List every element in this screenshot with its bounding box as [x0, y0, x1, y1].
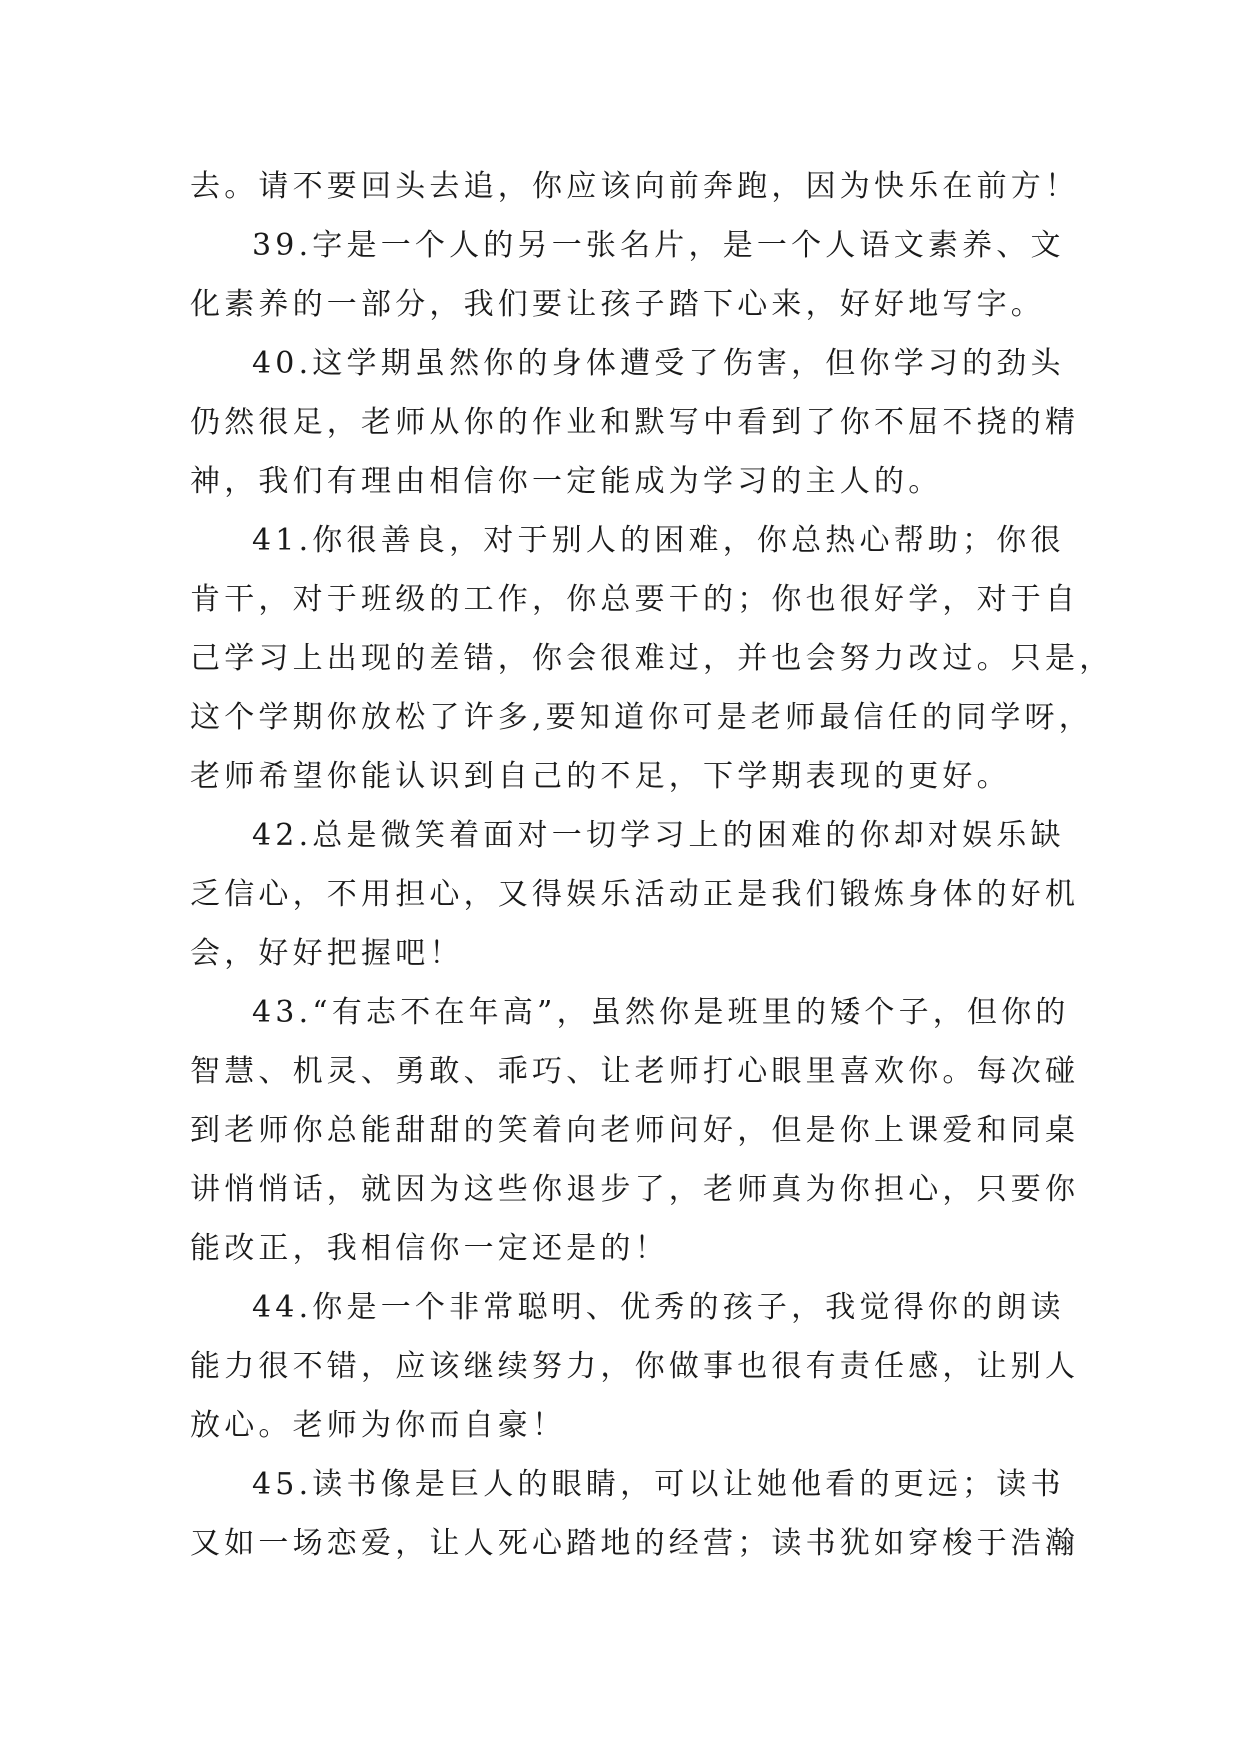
text-line: 己学习上出现的差错，你会很难过，并也会努力改过。只是，	[190, 641, 1114, 676]
text-line: 又如一场恋爱，让人死心踏地的经营；读书犹如穿梭于浩瀚	[190, 1526, 1080, 1561]
text-line: 41.你很善良，对于别人的困难，你总热心帮助；你很	[252, 523, 1065, 558]
text-line: 化素养的一部分，我们要让孩子踏下心来，好好地写字。	[190, 287, 1045, 322]
text-line: 智慧、机灵、勇敢、乖巧、让老师打心眼里喜欢你。每次碰	[190, 1054, 1080, 1089]
text-line: 神，我们有理由相信你一定能成为学习的主人的。	[190, 464, 943, 499]
document-body	[190, 157, 1114, 1573]
text-line: 这个学期你放松了许多,要知道你可是老师最信任的同学呀，	[190, 700, 1093, 735]
text-line: 肯干，对于班级的工作，你总要干的；你也很好学，对于自	[190, 582, 1080, 617]
text-line: 44.你是一个非常聪明、优秀的孩子，我觉得你的朗读	[252, 1290, 1065, 1325]
text-line: 45.读书像是巨人的眼睛，可以让她他看的更远；读书	[252, 1467, 1065, 1502]
text-line: 乏信心，不用担心，又得娱乐活动正是我们锻炼身体的好机	[190, 877, 1080, 912]
text-line: 讲悄悄话，就因为这些你退步了，老师真为你担心，只要你	[190, 1172, 1080, 1207]
text-line: 去。请不要回头去追，你应该向前奔跑，因为快乐在前方！	[190, 169, 1080, 204]
text-line: 39.字是一个人的另一张名片，是一个人语文素养、文	[252, 228, 1065, 263]
text-line: 能力很不错，应该继续努力，你做事也很有责任感，让别人	[190, 1349, 1080, 1384]
text-line: 40.这学期虽然你的身体遭受了伤害，但你学习的劲头	[252, 346, 1065, 381]
text-line: 放心。老师为你而自豪！	[190, 1408, 567, 1443]
text-line: 42.总是微笑着面对一切学习上的困难的你却对娱乐缺	[252, 818, 1065, 853]
text-line: 会，好好把握吧！	[190, 936, 464, 971]
text-line: 老师希望你能认识到自己的不足，下学期表现的更好。	[190, 759, 1011, 794]
text-line: 能改正，我相信你一定还是的！	[190, 1231, 669, 1266]
text-line: 43.“有志不在年高”，虽然你是班里的矮个子，但你的	[252, 995, 1070, 1030]
text-line: 到老师你总能甜甜的笑着向老师问好，但是你上课爱和同桌	[190, 1113, 1080, 1148]
text-line: 仍然很足，老师从你的作业和默写中看到了你不屈不挠的精	[190, 405, 1080, 440]
